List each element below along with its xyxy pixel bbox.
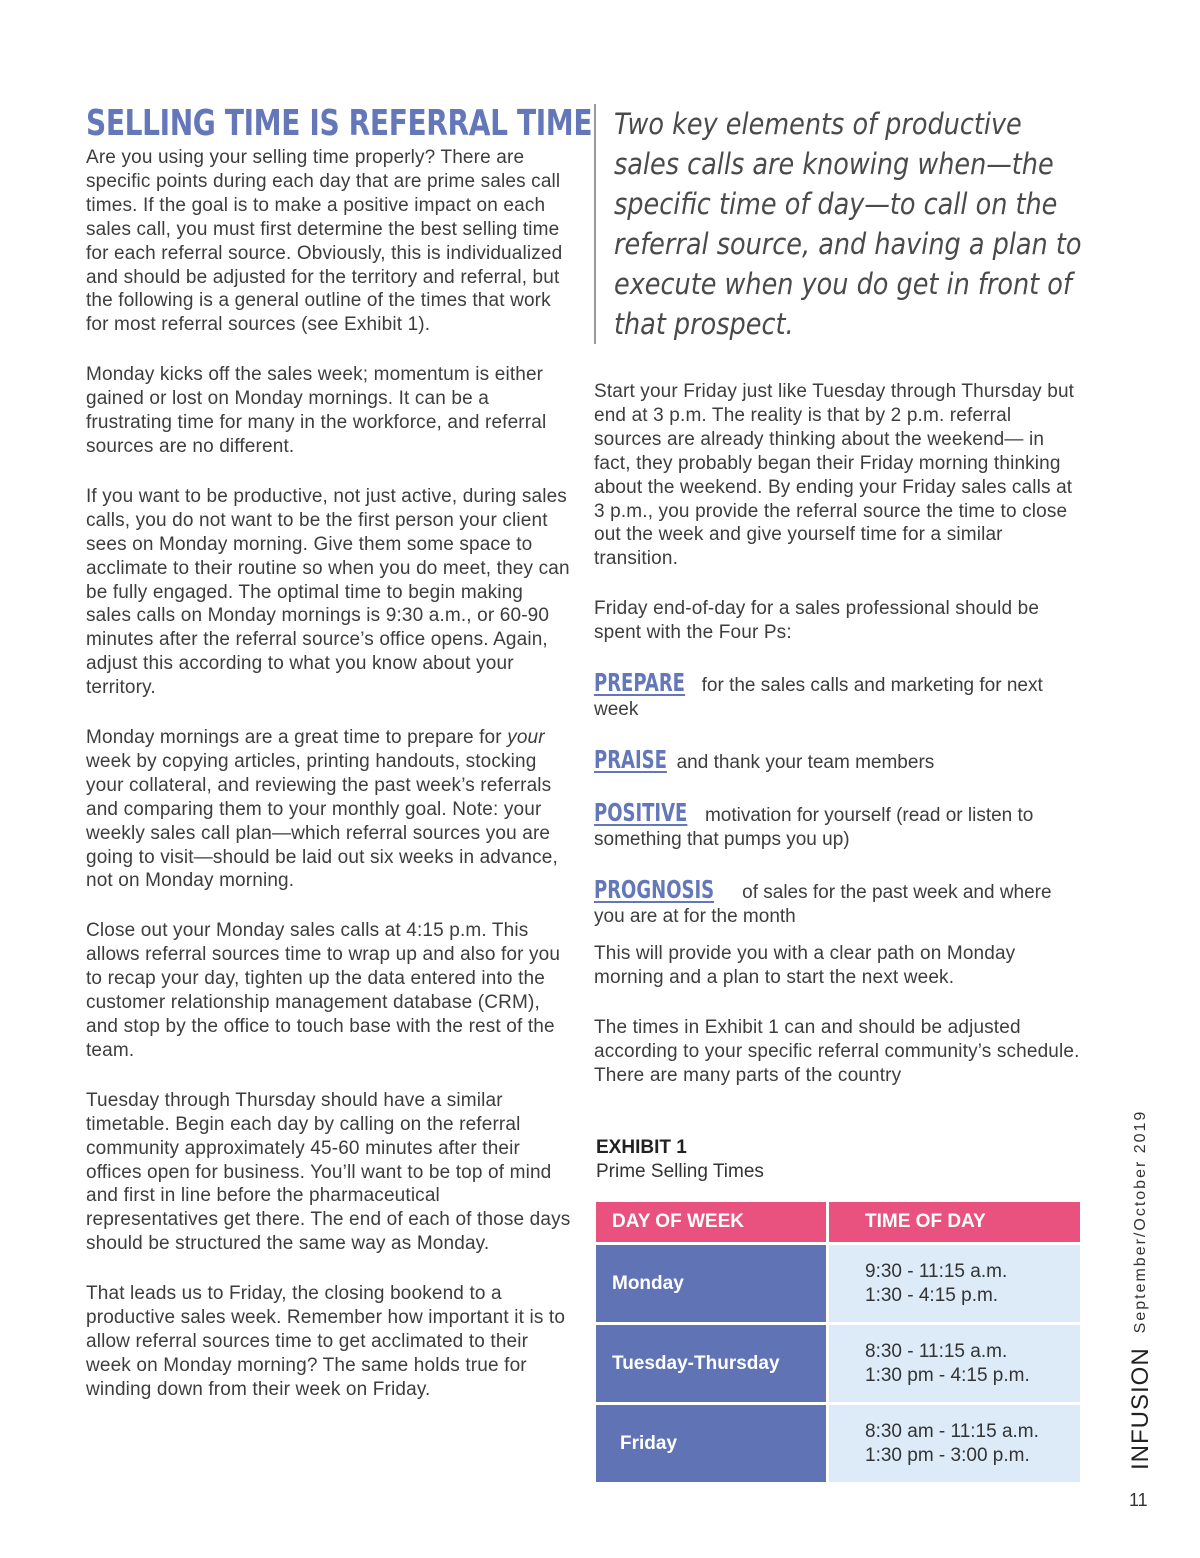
paragraph: Close out your Monday sales calls at 4:15 p.m. This allows referral sources time to wrap up and also for you to recap your day, tighten up the data entered into the customer relationship management database (CRM), and stop by the office to touch base with the rest of the team. bbox=[86, 920, 561, 1061]
exhibit-1 bbox=[596, 1136, 1082, 1485]
column-header-day: DAY OF WEEK bbox=[596, 1202, 826, 1242]
four-p-item bbox=[594, 668, 1084, 722]
right-column bbox=[594, 104, 1084, 1114]
time-range: 1:30 - 4:15 p.m. bbox=[865, 1284, 999, 1306]
four-p-item bbox=[594, 744, 1084, 775]
magazine-brand: INFUSION bbox=[1127, 1347, 1154, 1470]
table-row bbox=[596, 1325, 1080, 1402]
time-range: 9:30 - 11:15 a.m. bbox=[865, 1260, 1008, 1282]
paragraph: If you want to be productive, not just active, during sales calls, you do not want to be the first person your client sees on Monday morning. Give them some space to acclimate to their routine so when you do meet, they can be fully engaged. The optimal time to begin making sales calls on Monday mornings is 9:30 a.m., or 60-90 minutes after the referral source’s office opens. Again, adjust this according to what you know about your territory. bbox=[86, 485, 570, 699]
issue-date: September/October 2019 bbox=[1132, 1109, 1149, 1334]
four-p-text: for the sales calls and marketing for next week bbox=[594, 675, 1043, 720]
time-cell bbox=[829, 1405, 1080, 1482]
prime-selling-times-table bbox=[593, 1199, 1083, 1485]
article-headline: SELLING TIME IS REFERRAL TIME bbox=[86, 103, 593, 144]
four-p-keyword: PROGNOSIS bbox=[594, 874, 715, 904]
day-cell: Monday bbox=[596, 1245, 826, 1322]
four-p-text: of sales for the past week and where you are at for the month bbox=[594, 881, 1052, 927]
paragraph-monday-prep bbox=[86, 726, 572, 893]
paragraph: Tuesday through Thursday should have a similar timetable. Begin each day by calling on the referral community approximately 45-60 minutes after their offices open for business. You’ll want to be top of mind and first in line before the pharmaceutical representatives get there. The end of each of those days should be structured the same way as Monday. bbox=[86, 1089, 571, 1255]
emphasis: your bbox=[507, 727, 545, 749]
paragraph: Start your Friday just like Tuesday through Thursday but end at 3 p.m. The reality is that by 2 p.m. referral sources are already thinking about the weekend— in fact, they probably began their Friday morning thinking about the weekend. By ending your Friday sales calls at 3 p.m., you provide the referral source the time to close out the week and give yourself time for a similar transition. bbox=[594, 381, 1075, 570]
day-cell: Tuesday-Thursday bbox=[596, 1325, 826, 1402]
table-row bbox=[596, 1405, 1080, 1482]
table-header-row bbox=[596, 1202, 1080, 1242]
four-p-keyword: PRAISE bbox=[594, 744, 667, 774]
time-cell bbox=[829, 1245, 1080, 1322]
column-header-time: TIME OF DAY bbox=[829, 1202, 1080, 1242]
time-range: 1:30 pm - 4:15 p.m. bbox=[865, 1364, 1030, 1386]
day-cell: Friday bbox=[596, 1405, 826, 1482]
time-range: 1:30 pm - 3:00 p.m. bbox=[865, 1444, 1030, 1466]
page-number: 11 bbox=[1129, 1490, 1148, 1510]
four-p-keyword: PREPARE bbox=[594, 668, 685, 698]
time-cell bbox=[829, 1325, 1080, 1402]
four-p-keyword: POSITIVE bbox=[594, 797, 688, 827]
four-p-item bbox=[594, 874, 1084, 929]
paragraph: Are you using your selling time properly? There are specific points during each day that are prime sales call times. If the goal is to make a positive impact on each sales call, you must first determine the best selling time for each referral source. Obviously, this is individualized and should be adjusted for the territory and referral, but the following is a general outline of the times that work for most referral sources (see Exhibit 1). bbox=[86, 147, 563, 336]
time-range: 8:30 am - 11:15 a.m. bbox=[865, 1420, 1039, 1442]
paragraph: Monday kicks off the sales week; momentum is either gained or lost on Monday mornings. It can be a frustrating time for many in the workforce, and referral sources are no different. bbox=[86, 364, 547, 457]
magazine-sidebar bbox=[1126, 1109, 1156, 1470]
paragraph: That leads us to Friday, the closing bookend to a productive sales week. Remember how important it is to allow referral sources time to get acclimated to their week on Monday morning? The same holds true for winding down from their week on Friday. bbox=[86, 1283, 566, 1400]
four-p-item bbox=[594, 797, 1084, 852]
exhibit-subtitle: Prime Selling Times bbox=[596, 1161, 764, 1182]
paragraph: The times in Exhibit 1 can and should be adjusted according to your specific referral community’s schedule. There are many parts of the country bbox=[594, 1017, 1080, 1087]
pull-quote-text: Two key elements of productive sales calls are knowing when—the specific time of day—to call on the referral source, and having a plan to execute when you do get in front of that prospect. bbox=[614, 107, 1082, 341]
left-column bbox=[86, 103, 593, 1428]
exhibit-title: EXHIBIT 1 bbox=[596, 1137, 687, 1158]
text: week by copying articles, printing handouts, stocking your collateral, and reviewing the past week’s referrals and comparing them to your monthly goal. Note: your weekly sales call plan—which referral sources you are going to visit—should be laid out six weeks in advance, not on Monday morning. bbox=[86, 750, 558, 892]
time-range: 8:30 - 11:15 a.m. bbox=[865, 1340, 1008, 1362]
paragraph: Friday end-of-day for a sales professional should be spent with the Four Ps: bbox=[594, 598, 1040, 644]
text: Monday mornings are a great time to prepare for bbox=[86, 727, 508, 749]
paragraph: This will provide you with a clear path on Monday morning and a plan to start the next week. bbox=[594, 943, 1016, 989]
table-row bbox=[596, 1245, 1080, 1322]
four-p-text: motivation for yourself (read or listen to something that pumps you up) bbox=[594, 804, 1034, 850]
four-p-text: and thank your team members bbox=[671, 751, 935, 773]
pull-quote bbox=[594, 104, 1084, 344]
